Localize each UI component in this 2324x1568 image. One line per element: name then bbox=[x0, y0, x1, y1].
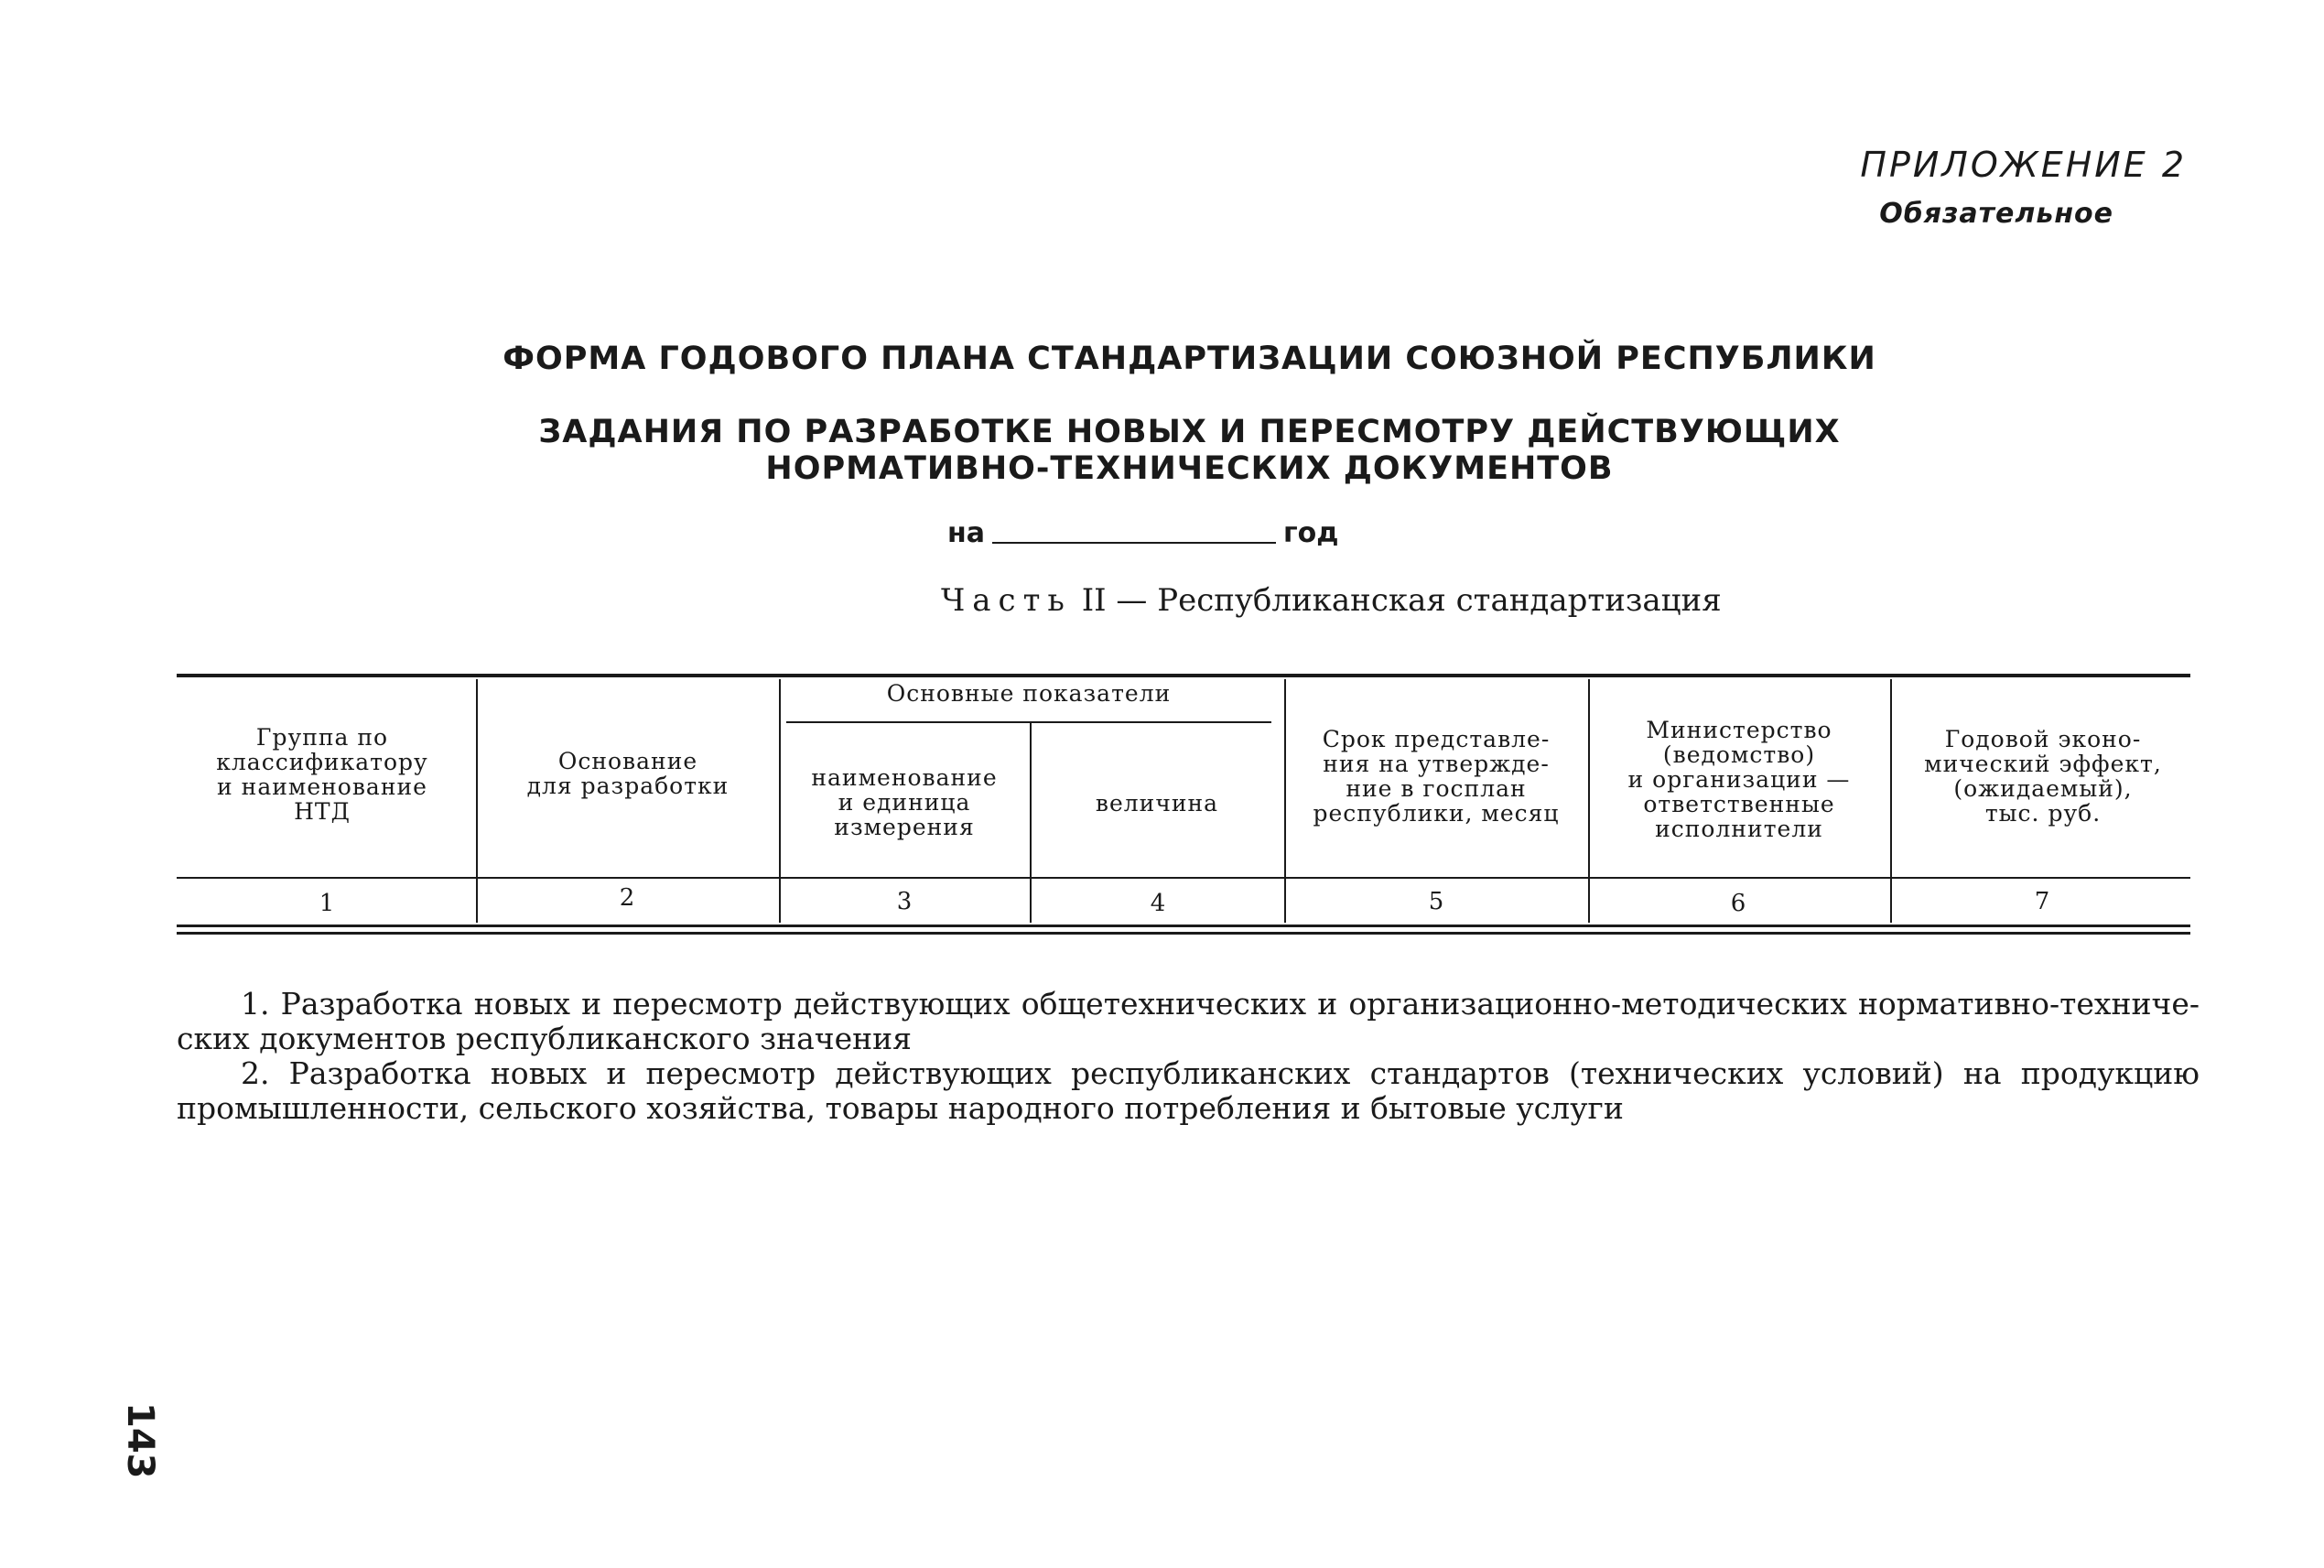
header-deadline: Срок представле- ния на утвержде- ние в госплан республики, месяц bbox=[1313, 726, 1560, 827]
document-title: ФОРМА ГОДОВОГО ПЛАНА СТАНДАРТИЗАЦИИ СОЮЗНОЙ РЕСПУБЛИКИ bbox=[503, 341, 1876, 377]
header-ministry: Министерство (ведомство) и организации — ответственные исполнители bbox=[1627, 717, 1851, 842]
table-bottom-rule-2 bbox=[177, 932, 2190, 935]
year-line bbox=[947, 514, 1339, 549]
header-economic-effect: Годовой эконо- мический эффект, (ожидаемый), тыс. руб. bbox=[1924, 726, 2162, 827]
column-number: 6 bbox=[1730, 890, 1746, 917]
section-title-line-1: ЗАДАНИЯ ПО РАЗРАБОТКЕ НОВЫХ И ПЕРЕСМОТРУ ДЕЙСТВУЮЩИХ bbox=[538, 414, 1841, 450]
column-number: 7 bbox=[2034, 888, 2050, 915]
column-number: 4 bbox=[1150, 890, 1166, 917]
note-item: 1. Разработка новых и пересмотр действующих общетехнических и организационно-методических нормативно-техниче-ских документов республиканского значения bbox=[177, 986, 2200, 1056]
column-number: 1 bbox=[319, 890, 335, 917]
group-header-main-indicators: Основные показатели bbox=[886, 680, 1172, 707]
header-bottom-rule bbox=[177, 877, 2190, 879]
header-group-classifier: Группа по классификатору и наименование НТД bbox=[216, 724, 428, 825]
part-heading bbox=[941, 582, 1722, 619]
plan-form-table bbox=[177, 674, 2190, 948]
column-divider bbox=[476, 679, 478, 923]
column-number: 5 bbox=[1428, 888, 1444, 915]
column-divider bbox=[1030, 721, 1032, 923]
year-prefix: на bbox=[947, 517, 985, 549]
section-title bbox=[0, 414, 2324, 487]
column-number: 2 bbox=[619, 884, 635, 912]
year-blank-field[interactable] bbox=[992, 514, 1276, 544]
group-header-rule bbox=[786, 721, 1271, 723]
column-number: 3 bbox=[896, 888, 913, 915]
appendix-label: ПРИЛОЖЕНИЕ 2 bbox=[1860, 145, 2187, 185]
column-divider bbox=[779, 679, 781, 923]
column-divider bbox=[1890, 679, 1892, 923]
note-item: 2. Разработка новых и пересмотр действующих республиканских стандартов (технических условий) на продукцию промышленности, сельского хозяйства, товары народного потребления и бытовые услуги bbox=[177, 1055, 2200, 1126]
page-number: 143 bbox=[119, 1402, 161, 1479]
header-value: величина bbox=[1095, 790, 1219, 816]
header-basis: Основание для разработки bbox=[526, 748, 730, 799]
notes-section bbox=[177, 987, 2200, 1126]
table-top-rule bbox=[177, 674, 2190, 677]
section-title-line-2: НОРМАТИВНО-ТЕХНИЧЕСКИХ ДОКУМЕНТОВ bbox=[765, 450, 1614, 487]
appendix-status: Обязательное bbox=[1879, 198, 2113, 230]
header-unit-name: наименование и единица измерения bbox=[811, 764, 998, 840]
part-word: Часть bbox=[941, 582, 1072, 619]
table-bottom-rule bbox=[177, 925, 2190, 927]
column-divider bbox=[1588, 679, 1590, 923]
part-title: II — Республиканская стандартизация bbox=[1071, 582, 1722, 619]
column-divider bbox=[1284, 679, 1286, 923]
year-suffix: год bbox=[1282, 517, 1339, 549]
